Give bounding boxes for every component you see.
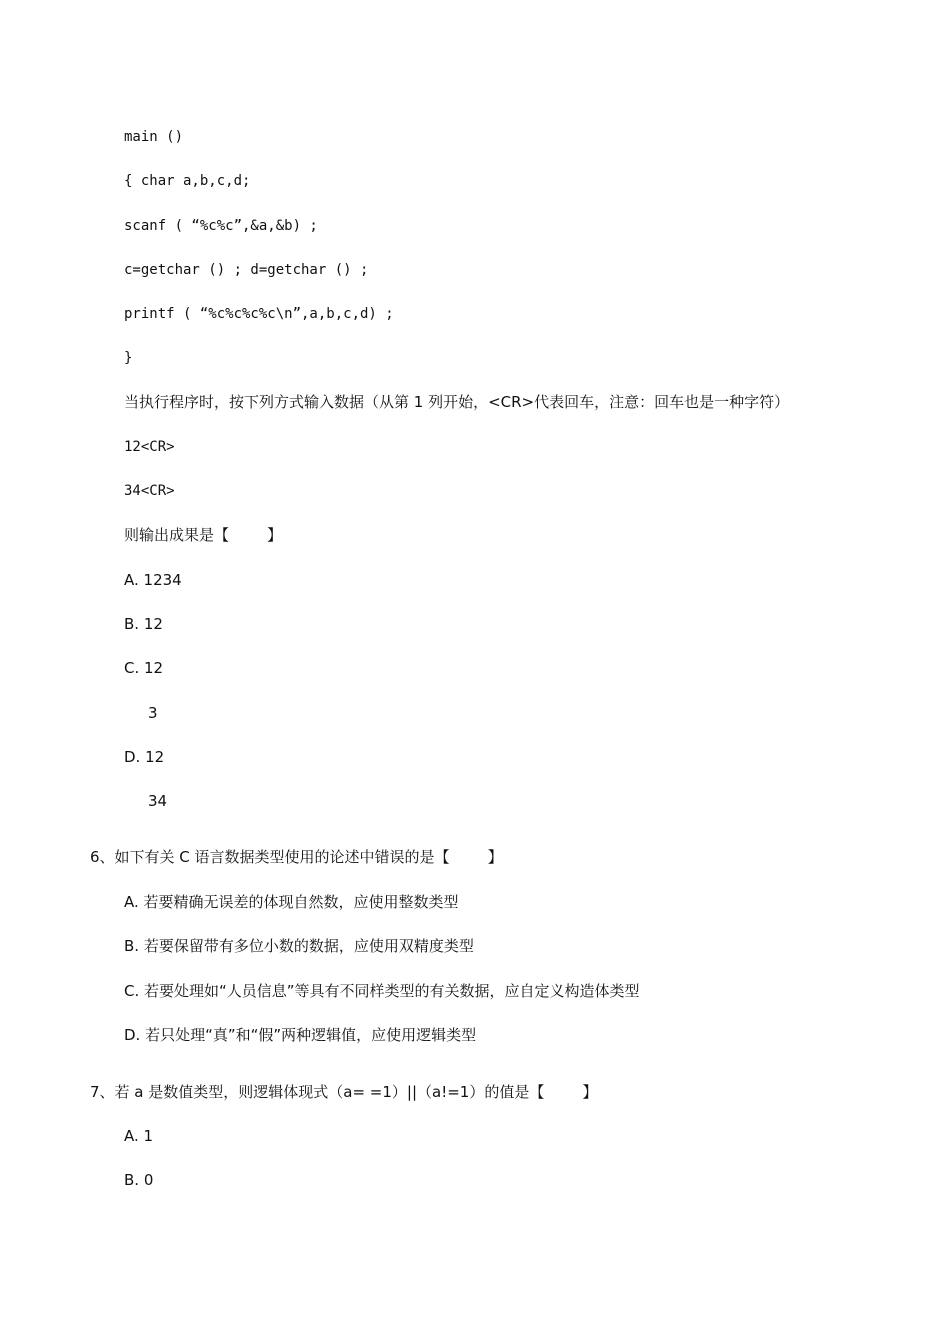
- code-line: main (): [124, 129, 184, 145]
- q5-prompt: 则输出成果是【 】: [124, 526, 283, 544]
- q7-option-a: A. 1: [124, 1127, 154, 1145]
- q5-option-c: C. 12: [124, 659, 164, 677]
- code-line: { char a,b,c,d;: [124, 173, 251, 189]
- q5-option-b: B. 12: [124, 615, 163, 633]
- q6-option-a: A. 若要精确无误差的体现自然数，应使用整数类型: [124, 893, 459, 911]
- code-line: scanf ( “%c%c”,&a,&b) ;: [124, 218, 318, 234]
- code-line: printf ( “%c%c%c%c\n”,a,b,c,d) ;: [124, 306, 394, 322]
- q5-option-d: D. 12: [124, 748, 165, 766]
- q6-option-b: B. 若要保留带有多位小数的数据，应使用双精度类型: [124, 937, 474, 955]
- q5-instruction: 当执行程序时，按下列方式输入数据（从第 1 列开始，<CR>代表回车，注意：回车也是一种字符）: [124, 393, 790, 411]
- q5-option-a: A. 1234: [124, 571, 182, 589]
- input-line: 34<CR>: [124, 483, 175, 499]
- q5-option-d-continuation: 34: [148, 792, 168, 810]
- input-line: 12<CR>: [124, 439, 175, 455]
- q6-option-d: D. 若只处理“真”和“假”两种逻辑值，应使用逻辑类型: [124, 1026, 477, 1044]
- code-line: c=getchar () ; d=getchar () ;: [124, 262, 369, 278]
- code-line: }: [124, 350, 133, 366]
- q5-option-c-continuation: 3: [148, 704, 158, 722]
- q6-question: 6、如下有关 C 语言数据类型使用的论述中错误的是【 】: [90, 848, 503, 866]
- q7-question: 7、若 a 是数值类型，则逻辑体现式（a= =1）||（a!=1）的值是【 】: [90, 1083, 598, 1101]
- q6-option-c: C. 若要处理如“人员信息”等具有不同样类型的有关数据，应自定义构造体类型: [124, 982, 640, 1000]
- q7-option-b: B. 0: [124, 1171, 154, 1189]
